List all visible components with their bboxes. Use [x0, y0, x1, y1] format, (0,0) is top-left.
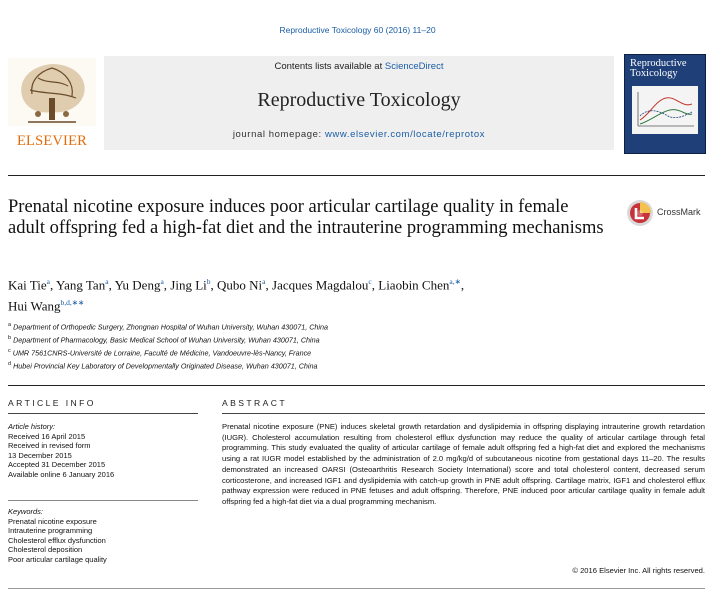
bottom-rule	[8, 588, 705, 589]
sciencedirect-link[interactable]: ScienceDirect	[384, 61, 444, 72]
author-name[interactable]: Jing Li	[170, 277, 207, 293]
section-rule	[8, 385, 705, 386]
affiliation-item	[8, 333, 688, 346]
author-name[interactable]: Hui Wang	[8, 298, 61, 314]
author-affiliation-marker[interactable]: c	[368, 277, 372, 286]
article-info-heading: ARTICLE INFO	[8, 398, 96, 408]
author-separator: ,	[163, 277, 171, 293]
author-affiliation-marker[interactable]: a	[262, 277, 266, 286]
author-affiliation-marker[interactable]: b	[206, 277, 211, 286]
journal-citation[interactable]	[0, 25, 715, 35]
keywords	[8, 507, 188, 564]
affiliation-list	[8, 320, 688, 372]
abstract-heading: ABSTRACT	[222, 398, 288, 408]
author-name[interactable]: Kai Tie	[8, 277, 47, 293]
article-info-rule	[8, 413, 198, 414]
elsevier-logo	[8, 58, 96, 150]
elsevier-tree-icon	[8, 58, 96, 126]
author-affiliation-marker[interactable]: b,d,∗∗	[60, 298, 85, 308]
affiliation-text: Department of Orthopedic Surgery, Zhongnan Hospital of Wuhan University, Wuhan 430071, China	[13, 322, 329, 332]
elsevier-wordmark: ELSEVIER	[16, 133, 88, 149]
crossmark-badge[interactable]	[625, 198, 711, 230]
cover-title-line-2: Toxicology	[630, 68, 678, 79]
cover-title	[630, 59, 687, 79]
affiliation-item	[8, 346, 688, 359]
author-name[interactable]: Yu Deng	[114, 277, 161, 293]
author-separator: ,	[210, 277, 218, 293]
keyword-item[interactable]: Cholesterol efflux dysfunction	[8, 535, 106, 545]
abstract-text: Prenatal nicotine exposure (PNE) induces skeletal growth retardation and dyslipidemia in offspring displaying intrauterine growth retardation (IUGR). Cholesterol accumulation resulting from cholesterol efflux dysfunction may reduce the quality of articular cartilage through fetal programming. This study evaluated the quality of articular cartilage of female adult offspring fed a high-fat diet and explored the mechanisms using a rat IUGR model established by the administration of 2.0 mg/kg/d of subcutaneous nicotine from gestational days 11–20. The results demonstrated an increased OARSI (Osteoarthritis Research Society International) score and total cholesterol content, decreased serum corticosterone, and increased IGF1 and dyslipidemia with catch-up growth in PNE adult offspring. Cartilage matrix, IGF1 and cholesterol efflux pathway expression were reduced in PNE fetuses and adult offspring. Therefore, PNE induced poor articular cartilage quality in female adult offspring fed a high-fat diet via a dual programming mechanism.	[222, 422, 705, 506]
journal-title: Reproductive Toxicology	[257, 89, 461, 111]
affiliation-text: Hubei Provincial Key Laboratory of Developmentally Originated Disease, Wuhan 430071, China	[13, 361, 318, 371]
affiliation-marker: a	[8, 322, 12, 328]
article-history-label: Article history:	[8, 422, 56, 431]
citation-link[interactable]: Reproductive Toxicology 60 (2016) 11–20	[279, 25, 436, 35]
author-separator: ,	[460, 277, 465, 293]
author-separator: ,	[371, 277, 379, 293]
journal-cover[interactable]	[624, 54, 706, 154]
keywords-rule	[8, 500, 198, 501]
keywords-label: Keywords:	[8, 507, 44, 516]
author-affiliation-marker[interactable]: a	[46, 277, 50, 286]
author-list	[8, 273, 618, 316]
keyword-item[interactable]: Cholesterol deposition	[8, 545, 83, 554]
affiliation-text: Department of Pharmacology, Basic Medical School of Wuhan University, Wuhan 430071, China	[13, 335, 320, 345]
author-affiliation-marker[interactable]: a,∗	[449, 277, 461, 286]
copyright-notice: © 2016 Elsevier Inc. All rights reserved.	[572, 566, 705, 575]
affiliation-marker: c	[8, 348, 11, 355]
cover-figure	[632, 86, 698, 134]
affiliation-marker: b	[8, 335, 12, 342]
crossmark-icon	[625, 198, 655, 228]
affiliation-marker: d	[8, 361, 12, 368]
cover-title-line-1: Reproductive	[630, 58, 687, 69]
affiliation-text: UMR 7561CNRS-Université de Lorraine, Faculté de Médicine, Vandoeuvre-lès-Nancy, France	[12, 348, 312, 358]
keyword-item[interactable]: Poor articular cartilage quality	[8, 554, 107, 564]
author-name[interactable]: Liaobin Chen	[378, 277, 450, 293]
history-item: Accepted 31 December 2015	[8, 460, 106, 469]
keyword-item[interactable]: Intrauterine programming	[8, 526, 93, 535]
history-item: Available online 6 January 2016	[8, 469, 115, 479]
contents-prefix: Contents lists available at	[274, 61, 385, 72]
author-separator: ,	[108, 277, 115, 293]
article-history	[8, 422, 188, 479]
author-separator: ,	[265, 277, 273, 293]
author-name[interactable]: Yang Tan	[56, 277, 106, 293]
cover-graph-icon	[632, 86, 698, 134]
contents-line	[104, 61, 614, 72]
history-item: 13 December 2015	[8, 450, 72, 460]
header-rule	[8, 175, 705, 176]
journal-header	[104, 56, 614, 150]
abstract-rule	[222, 413, 705, 414]
keyword-item[interactable]: Prenatal nicotine exposure	[8, 516, 97, 526]
history-item: Received in revised form	[8, 441, 91, 450]
homepage-link[interactable]: www.elsevier.com/locate/reprotox	[324, 129, 486, 140]
author-name[interactable]: Jacques Magdalou	[272, 277, 369, 293]
homepage-prefix: journal homepage:	[232, 129, 325, 140]
author-name[interactable]: Qubo Ni	[217, 277, 263, 293]
author-separator: ,	[50, 277, 57, 293]
history-item: Received 16 April 2015	[8, 431, 86, 441]
journal-homepage	[104, 129, 614, 140]
author-affiliation-marker[interactable]: a	[160, 277, 164, 286]
author-affiliation-marker[interactable]: a	[105, 277, 109, 286]
crossmark-label: CrossMark	[657, 207, 701, 217]
article-title: Prenatal nicotine exposure induces poor articular cartilage quality in female adult offspring fed a high-fat diet and the intrauterine programming mechanisms	[8, 197, 604, 238]
affiliation-item	[8, 359, 688, 372]
affiliation-item	[8, 320, 688, 333]
